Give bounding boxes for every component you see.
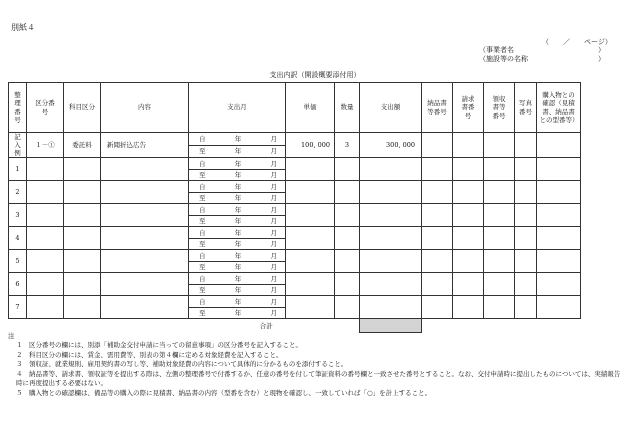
row-category-no[interactable]	[27, 227, 64, 250]
table-row	[9, 273, 581, 285]
row-amount[interactable]	[360, 227, 422, 250]
row-delivery-no[interactable]	[422, 250, 453, 273]
row-invoice-no[interactable]	[453, 273, 484, 296]
table-title: 支出内訳（開設概要添付用）	[269, 71, 361, 79]
row-amount[interactable]	[360, 158, 422, 181]
example-confirmation	[537, 133, 581, 158]
row-delivery-no[interactable]	[422, 204, 453, 227]
example-period	[189, 133, 286, 158]
row-invoice-no[interactable]	[453, 227, 484, 250]
row-content[interactable]	[101, 181, 189, 204]
row-confirmation[interactable]	[537, 250, 581, 273]
row-item-category[interactable]	[64, 227, 101, 250]
row-photo-no[interactable]	[515, 227, 537, 250]
row-item-category[interactable]	[64, 296, 101, 319]
row-confirmation[interactable]	[537, 227, 581, 250]
example-invoice-no	[453, 133, 484, 158]
row-item-category[interactable]	[64, 181, 101, 204]
row-delivery-no[interactable]	[422, 158, 453, 181]
row-number: 7	[9, 296, 27, 319]
total-label: 合計	[9, 319, 360, 333]
row-confirmation[interactable]	[537, 158, 581, 181]
row-receipt-no[interactable]	[484, 250, 515, 273]
row-content[interactable]	[101, 227, 189, 250]
row-item-category[interactable]	[64, 273, 101, 296]
row-invoice-no[interactable]	[453, 250, 484, 273]
row-quantity[interactable]	[335, 204, 360, 227]
row-receipt-no[interactable]	[484, 181, 515, 204]
row-receipt-no[interactable]	[484, 158, 515, 181]
row-category-no[interactable]	[27, 181, 64, 204]
example-content: 新聞折込広告	[101, 133, 189, 158]
header-confirmation: 購入物との確認（見積書、納品書との型番等）	[537, 83, 581, 133]
example-row	[9, 133, 581, 158]
row-category-no[interactable]	[27, 204, 64, 227]
business-name-field: （事業者名 ）	[479, 46, 605, 54]
row-photo-no[interactable]	[515, 158, 537, 181]
example-amount: 300, 000	[360, 133, 422, 158]
row-amount[interactable]	[360, 250, 422, 273]
row-number: 1	[9, 158, 27, 181]
row-photo-no[interactable]	[515, 181, 537, 204]
row-invoice-no[interactable]	[453, 158, 484, 181]
row-unit-price[interactable]	[286, 181, 335, 204]
row-period-to[interactable]: 至 年 月	[189, 261, 286, 273]
row-number: 2	[9, 181, 27, 204]
note-item: ２ 科目区分の欄には、賃金、需用費等、別表の第４欄に定める対象経費を記入すること。	[16, 350, 283, 359]
row-period-from[interactable]: 自 年 月	[189, 250, 286, 262]
header-quantity: 数量	[335, 83, 360, 133]
row-quantity[interactable]	[335, 181, 360, 204]
row-period-from[interactable]: 自 年 月	[189, 296, 286, 308]
table-row	[9, 296, 581, 308]
header-invoice-no: 請求書番号	[453, 83, 484, 133]
header-receipt-no: 領収書等番号	[484, 83, 515, 133]
row-delivery-no[interactable]	[422, 296, 453, 319]
row-number: 5	[9, 250, 27, 273]
row-receipt-no[interactable]	[484, 296, 515, 319]
note-item: ５ 購入物との確認欄は、備品等の購入の際に見積書、納品書の内容（型番を含む）と現物を確認し、一致していれば「○」を計上すること。	[16, 388, 432, 397]
example-receipt-no	[484, 133, 515, 158]
row-photo-no[interactable]	[515, 204, 537, 227]
example-seq: 記入例	[9, 133, 27, 158]
total-row	[9, 319, 581, 333]
row-number: 6	[9, 273, 27, 296]
row-period-to[interactable]: 至 年 月	[189, 192, 286, 204]
header-seq: 整理番号	[9, 83, 27, 133]
row-invoice-no[interactable]	[453, 204, 484, 227]
row-category-no[interactable]	[27, 158, 64, 181]
table-row	[9, 250, 581, 262]
row-period-to[interactable]: 至 年 月	[189, 284, 286, 296]
row-quantity[interactable]	[335, 273, 360, 296]
table-row	[9, 181, 581, 193]
example-photo-no	[515, 133, 537, 158]
note-item: ４ 納品書等、請求書、領収証等を提出する際は、左側の整理番号で付番するか、任意の番号を付して筆証資料の番号欄と一致させた番号とすること。なお、交付申請時に提出したものについては、実績報告時に再度提出する必要はない。	[16, 369, 621, 388]
row-item-category[interactable]	[64, 250, 101, 273]
row-delivery-no[interactable]	[422, 227, 453, 250]
row-amount[interactable]	[360, 181, 422, 204]
row-category-no[interactable]	[27, 250, 64, 273]
row-item-category[interactable]	[64, 204, 101, 227]
row-amount[interactable]	[360, 296, 422, 319]
row-period-from[interactable]: 自 年 月	[189, 273, 286, 285]
table-row	[9, 158, 581, 170]
row-period-to[interactable]: 至 年 月	[189, 169, 286, 181]
row-quantity[interactable]	[335, 158, 360, 181]
row-quantity[interactable]	[335, 250, 360, 273]
row-delivery-no[interactable]	[422, 181, 453, 204]
header-photo-no: 写真番号	[515, 83, 537, 133]
notes-list	[8, 341, 624, 398]
header-amount: 支出額	[360, 83, 422, 133]
document-label: 別紙４	[11, 23, 35, 32]
row-unit-price[interactable]	[286, 158, 335, 181]
example-quantity: 3	[335, 133, 360, 158]
row-period-to[interactable]: 至 年 月	[189, 215, 286, 227]
row-delivery-no[interactable]	[422, 273, 453, 296]
row-period-from[interactable]: 自 年 月	[189, 227, 286, 239]
row-confirmation[interactable]	[537, 273, 581, 296]
row-category-no[interactable]	[27, 296, 64, 319]
row-period-from[interactable]: 自 年 月	[189, 158, 286, 170]
row-period-to[interactable]: 至 年 月	[189, 238, 286, 250]
row-photo-no[interactable]	[515, 250, 537, 273]
header-period: 支出月	[189, 83, 286, 133]
facility-name-field: （施設等の名称 ）	[479, 55, 605, 63]
row-unit-price[interactable]	[286, 250, 335, 273]
row-invoice-no[interactable]	[453, 296, 484, 319]
header-category-no: 区分番号	[27, 83, 64, 133]
row-content[interactable]	[101, 158, 189, 181]
notes-label: 注	[8, 332, 15, 340]
row-amount[interactable]	[360, 273, 422, 296]
header-unit-price: 単価	[286, 83, 335, 133]
row-period-from[interactable]: 自 年 月	[189, 204, 286, 216]
note-item: ３ 領収証、就業規則、雇用契約書の写し等、補助対象経費の内容について具体的に分かるものを添付すること。	[16, 360, 348, 369]
row-category-no[interactable]	[27, 273, 64, 296]
row-content[interactable]	[101, 296, 189, 319]
row-content[interactable]	[101, 204, 189, 227]
row-photo-no[interactable]	[515, 273, 537, 296]
header-item-category: 科目区分	[64, 83, 101, 133]
row-item-category[interactable]	[64, 158, 101, 181]
header-content: 内容	[101, 83, 189, 133]
row-unit-price[interactable]	[286, 204, 335, 227]
row-photo-no[interactable]	[515, 296, 537, 319]
row-number: 3	[9, 204, 27, 227]
example-item-category: 委託料	[64, 133, 101, 158]
row-unit-price[interactable]	[286, 273, 335, 296]
total-amount-cell	[360, 319, 422, 333]
page-indicator: （ ／ ページ）	[542, 38, 612, 46]
row-receipt-no[interactable]	[484, 204, 515, 227]
header-row	[9, 83, 581, 133]
period-to: 至 年 月	[199, 146, 277, 155]
row-unit-price[interactable]	[286, 296, 335, 319]
row-quantity[interactable]	[335, 227, 360, 250]
row-quantity[interactable]	[335, 296, 360, 319]
table-row	[9, 204, 581, 216]
example-delivery-no	[422, 133, 453, 158]
row-content[interactable]	[101, 250, 189, 273]
row-amount[interactable]	[360, 204, 422, 227]
row-period-to[interactable]: 至 年 月	[189, 307, 286, 319]
expense-table	[8, 82, 581, 333]
note-item: １ 区分番号の欄には、別添「補助金交付申請に当っての留意事項」の区分番号を記入すること。	[16, 341, 302, 350]
row-confirmation[interactable]	[537, 204, 581, 227]
row-content[interactable]	[101, 273, 189, 296]
period-from: 自 年 月	[189, 134, 285, 146]
row-receipt-no[interactable]	[484, 273, 515, 296]
notes-section	[8, 332, 624, 398]
row-period-from[interactable]: 自 年 月	[189, 181, 286, 193]
row-unit-price[interactable]	[286, 227, 335, 250]
table-row	[9, 227, 581, 239]
row-receipt-no[interactable]	[484, 227, 515, 250]
example-unit-price: 100, 000	[286, 133, 335, 158]
row-confirmation[interactable]	[537, 296, 581, 319]
row-number: 4	[9, 227, 27, 250]
header-delivery-no: 納品書等番号	[422, 83, 453, 133]
row-confirmation[interactable]	[537, 181, 581, 204]
example-category-no: １－①	[27, 133, 64, 158]
row-invoice-no[interactable]	[453, 181, 484, 204]
